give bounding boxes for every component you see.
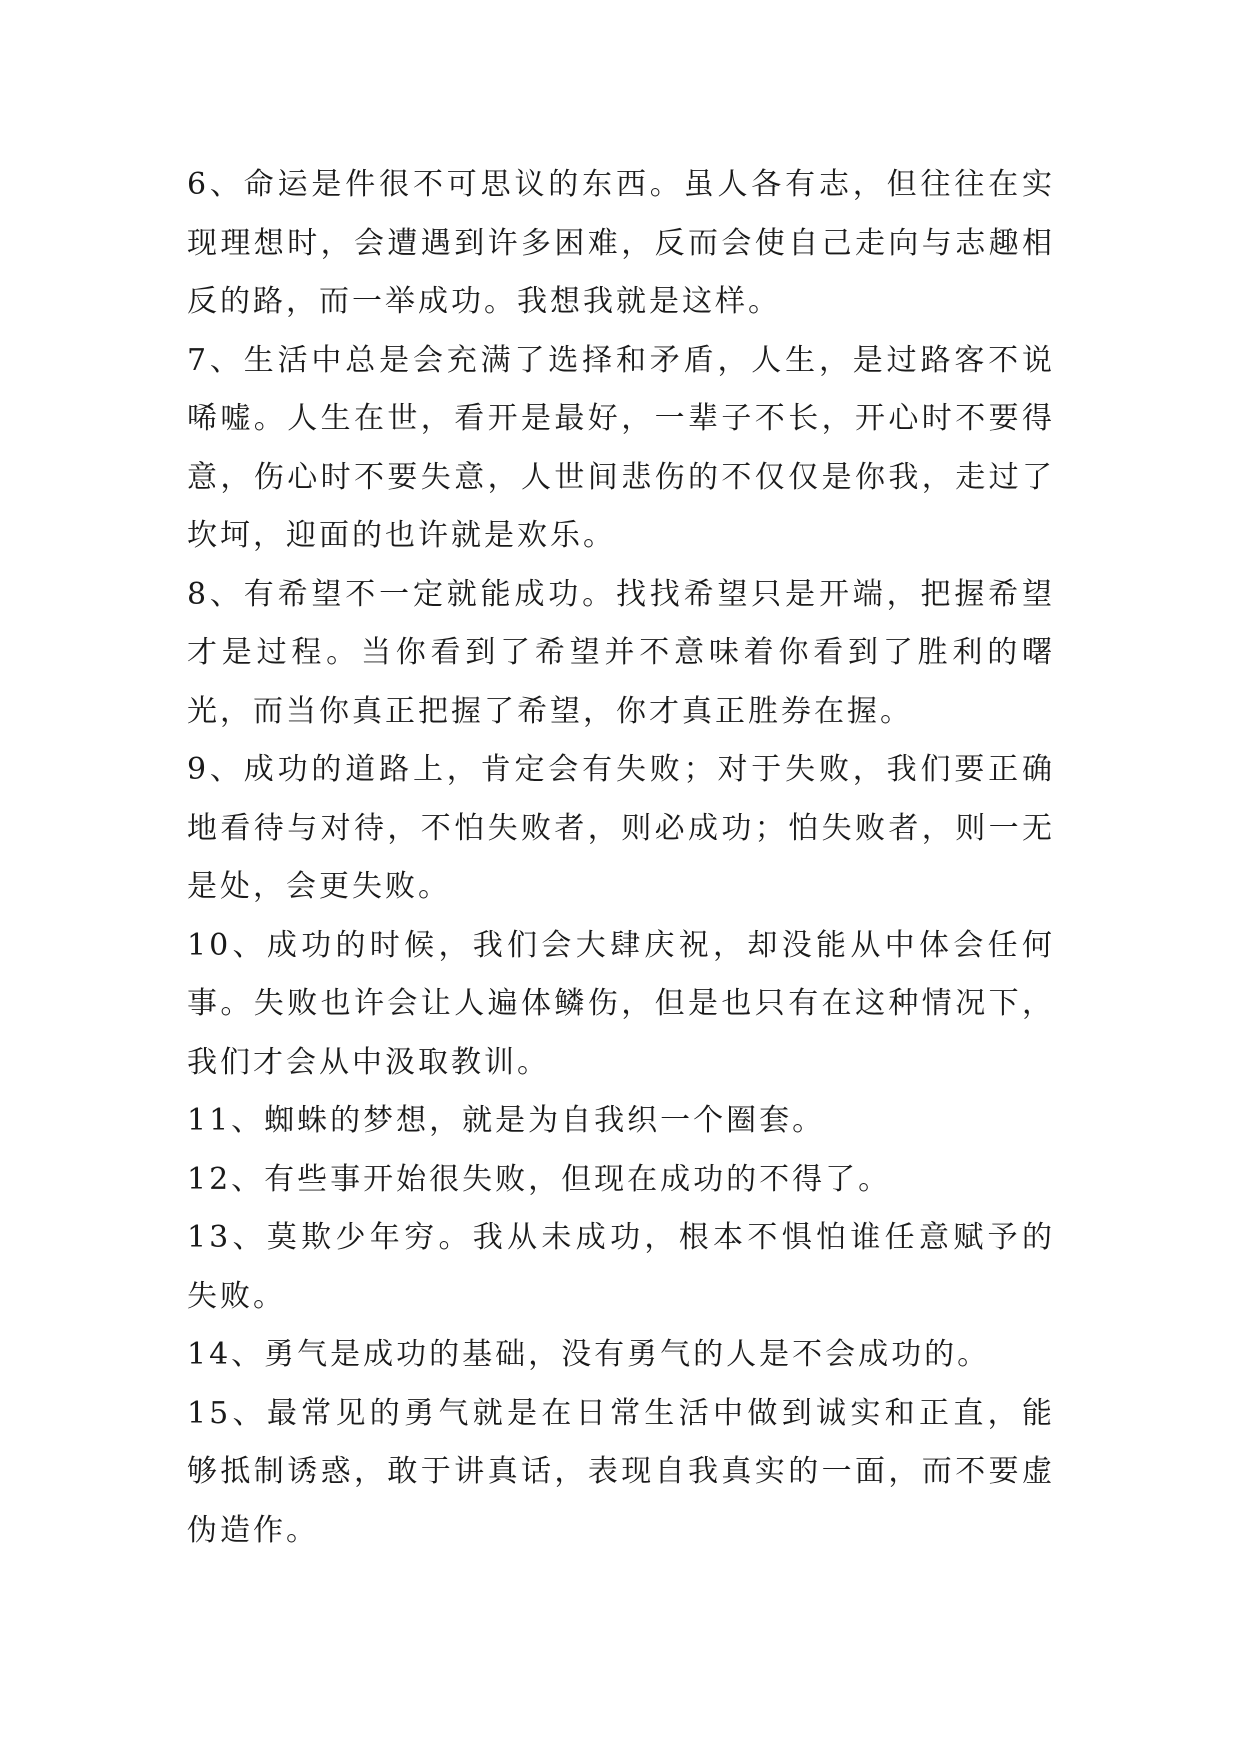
paragraph-8: 8、有希望不一定就能成功。找找希望只是开端，把握希望才是过程。当你看到了希望并不意味着你看到了胜利的曙光，而当你真正把握了希望，你才真正胜券在握。 — [187, 576, 1055, 729]
paragraph-10: 10、成功的时候，我们会大肆庆祝，却没能从中体会任何事。失败也许会让人遍体鳞伤，但是也只有在这种情况下，我们才会从中汲取教训。 — [187, 927, 1055, 1080]
paragraph-6: 6、命运是件很不可思议的东西。虽人各有志，但往往在实现理想时，会遭遇到许多困难，反而会使自己走向与志趣相反的路，而一举成功。我想我就是这样。 — [187, 167, 1055, 319]
paragraph-9: 9、成功的道路上，肯定会有失败；对于失败，我们要正确地看待与对待，不怕失败者，则必成功；怕失败者，则一无是处，会更失败。 — [187, 752, 1055, 904]
document-body — [187, 156, 1055, 1560]
paragraph-14: 14、勇气是成功的基础，没有勇气的人是不会成功的。 — [187, 1337, 991, 1372]
paragraph-12: 12、有些事开始很失败，但现在成功的不得了。 — [187, 1161, 892, 1197]
paragraph-15: 15、最常见的勇气就是在日常生活中做到诚实和正直，能够抵制诱惑，敢于讲真话，表现自我真实的一面，而不要虚伪造作。 — [187, 1395, 1055, 1548]
paragraph-11: 11、蜘蛛的梦想，就是为自我织一个圈套。 — [187, 1103, 826, 1138]
paragraph-7: 7、生活中总是会充满了选择和矛盾，人生，是过路客不说唏嘘。人生在世，看开是最好，一辈子不长，开心时不要得意，伤心时不要失意，人世间悲伤的不仅仅是你我，走过了坎坷，迎面的也许就是欢乐。 — [187, 342, 1055, 553]
paragraph-13: 13、莫欺少年穷。我从未成功，根本不惧怕谁任意赋予的失败。 — [187, 1220, 1055, 1314]
